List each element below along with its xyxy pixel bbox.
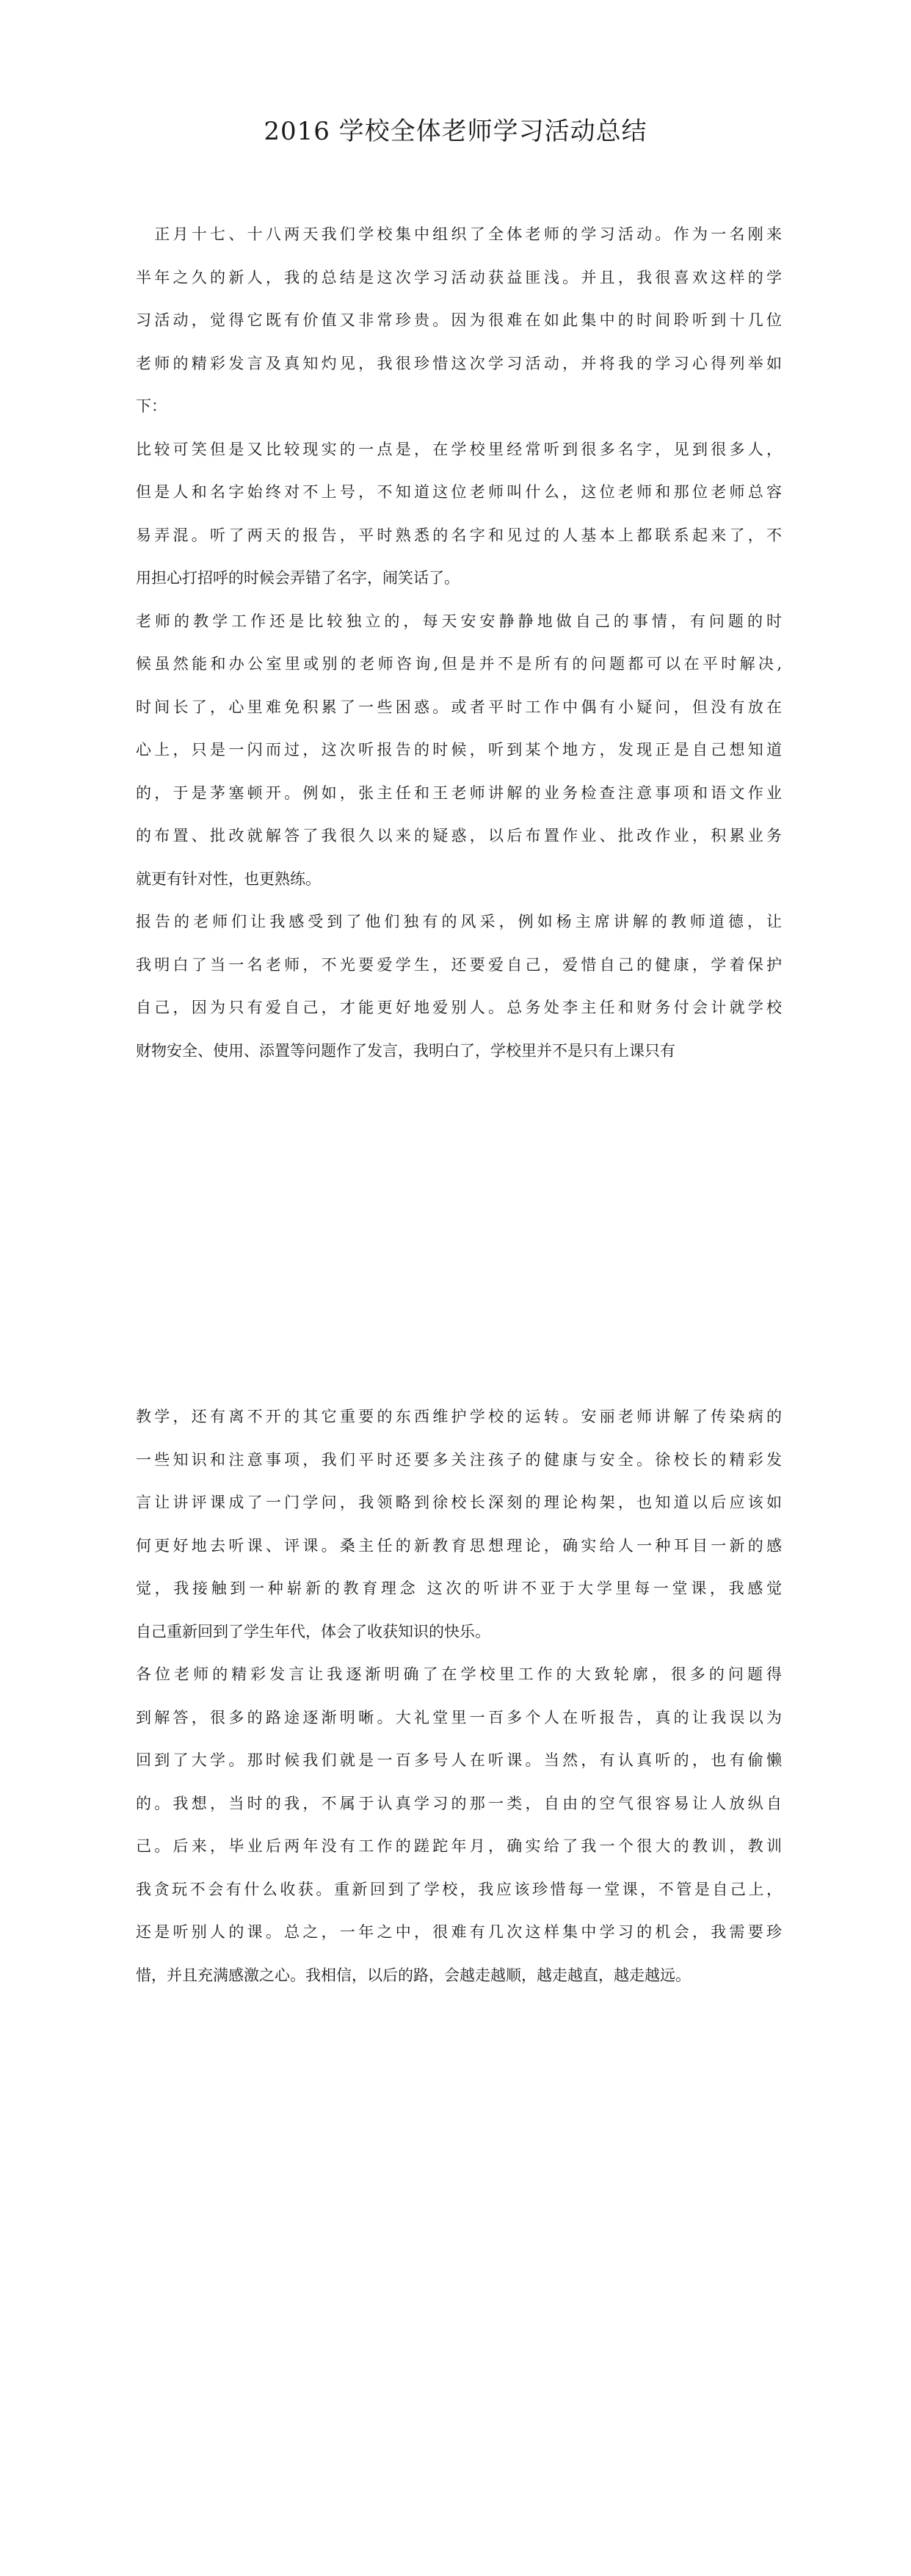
text-line: 下： [136, 397, 167, 415]
text-line: 老师的精彩发言及真知灼见，我很珍惜这次学习活动，并将我的学习心得列举如 [136, 354, 782, 372]
body-text-page2 [136, 1395, 782, 1997]
text-line: 但是人和名字始终对不上号，不知道这位老师叫什么，这位老师和那位老师总容 [136, 483, 782, 501]
text-line: 自己，因为只有爱自己，才能更好地爱别人。总务处李主任和财务付会计就学校 [136, 999, 782, 1016]
document-title: 2016 学校全体老师学习活动总结 [264, 117, 647, 146]
text-line: 觉，我接触到一种崭新的教育理念 这次的听讲不亚于大学里每一堂课，我感觉 [136, 1580, 782, 1597]
text-line: 一些知识和注意事项，我们平时还要多关注孩子的健康与安全。徐校长的精彩发 [136, 1450, 782, 1469]
text-line: 我明白了当一名老师，不光要爱学生，还要爱自己，爱惜自己的健康，学着保护 [136, 955, 782, 974]
text-line: 易弄混。听了两天的报告，平时熟悉的名字和见过的人基本上都联系起来了，不 [136, 526, 782, 544]
text-line: 的。我想，当时的我，不属于认真学习的那一类，自由的空气很容易让人放纵自 [136, 1794, 782, 1812]
text-line: 何更好地去听课、评课。桑主任的新教育思想理论，确实给人一种耳目一新的感 [136, 1536, 782, 1555]
text-line: 到解答，很多的路途逐渐明晰。大礼堂里一百多个人在听报告，真的让我误以为 [136, 1708, 782, 1726]
text-line: 正月十七、十八两天我们学校集中组织了全体老师的学习活动。作为一名刚来 [136, 225, 782, 243]
text-line: 心上，只是一闪而过，这次听报告的时候，听到某个地方，发现正是自己想知道 [136, 741, 782, 759]
text-line: 报告的老师们让我感受到了他们独有的风采，例如杨主席讲解的教师道德，让 [136, 913, 782, 930]
text-line: 用担心打招呼的时候会弄错了名字，闹笑话了。 [136, 569, 460, 587]
text-line: 自己重新回到了学生年代，体会了收获知识的快乐。 [136, 1622, 490, 1640]
body-text-page1 [136, 213, 782, 1072]
text-line: 就更有针对性，也更熟练。 [136, 869, 321, 888]
text-line: 比较可笑但是又比较现实的一点是，在学校里经常听到很多名字，见到很多人， [136, 440, 782, 458]
text-line: 教学，还有离不开的其它重要的东西维护学校的运转。安丽老师讲解了传染病的 [136, 1408, 782, 1425]
text-line: 的布置、批改就解答了我很久以来的疑惑，以后布置作业、批改作业，积累业务 [136, 827, 782, 844]
text-line: 回到了大学。那时候我们就是一百多号人在听课。当然，有认真听的，也有偷懒 [136, 1751, 782, 1769]
text-line: 候虽然能和办公室里或别的老师咨询,但是并不是所有的问题都可以在平时解决, [136, 655, 782, 673]
text-line: 习活动，觉得它既有价值又非常珍贵。因为很难在如此集中的时间聆听到十几位 [136, 311, 782, 329]
text-line: 言让讲评课成了一门学问，我领略到徐校长深刻的理论构架，也知道以后应该如 [136, 1494, 782, 1511]
text-line: 惜，并且充满感激之心。我相信，以后的路，会越走越顺，越走越直，越走越远。 [136, 1966, 691, 1984]
text-line: 各位老师的精彩发言让我逐渐明确了在学校里工作的大致轮廓，很多的问题得 [136, 1665, 782, 1683]
text-line: 己。后来，毕业后两年没有工作的蹉跎年月，确实给了我一个很大的教训，教训 [136, 1837, 782, 1855]
text-line: 财物安全、使用、添置等问题作了发言，我明白了，学校里并不是只有上课只有 [136, 1041, 675, 1060]
text-line: 半年之久的新人，我的总结是这次学习活动获益匪浅。并且，我很喜欢这样的学 [136, 268, 782, 286]
text-line: 还是听别人的课。总之，一年之中，很难有几次这样集中学习的机会，我需要珍 [136, 1923, 782, 1941]
text-line: 时间长了，心里难免积累了一些困惑。或者平时工作中偶有小疑问，但没有放在 [136, 698, 782, 716]
text-line: 我贪玩不会有什么收获。重新回到了学校，我应该珍惜每一堂课，不管是自己上， [136, 1880, 782, 1898]
text-line: 的，于是茅塞顿开。例如，张主任和王老师讲解的业务检查注意事项和语文作业 [136, 784, 782, 802]
text-line: 老师的教学工作还是比较独立的，每天安安静静地做自己的事情，有问题的时 [136, 612, 782, 630]
